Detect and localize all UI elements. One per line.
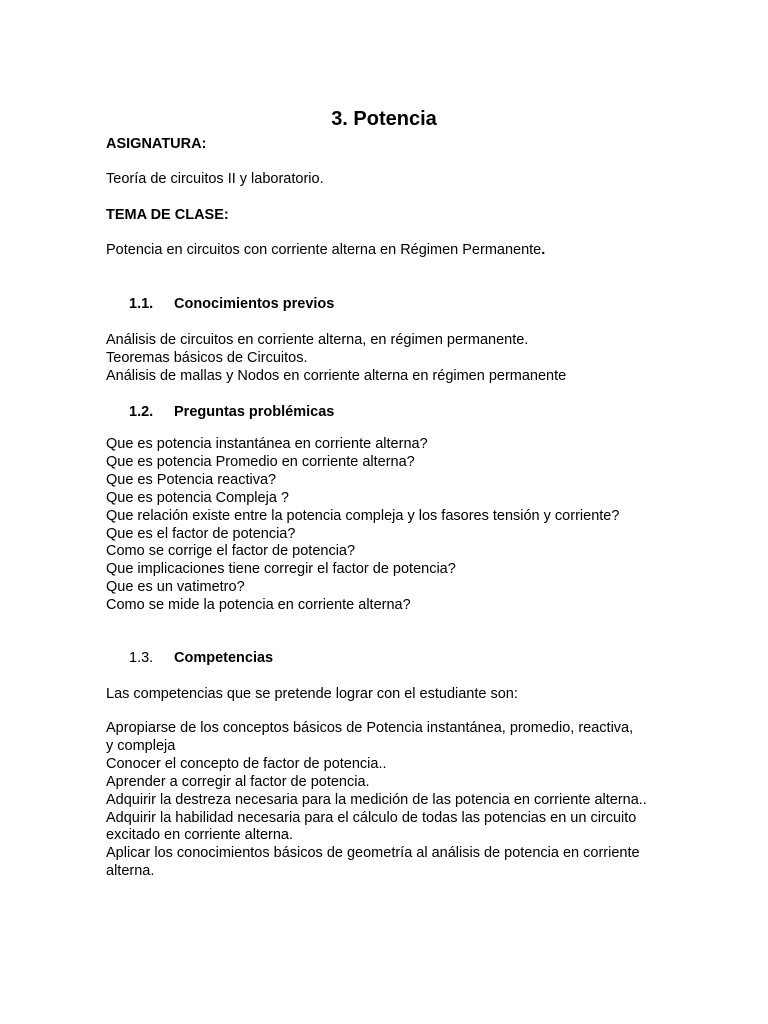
tema-period: . (541, 242, 546, 258)
list-item: y compleja (106, 737, 176, 754)
asignatura-value: Teoría de circuitos II y laboratorio. (106, 171, 324, 187)
section-intro: Las competencias que se pretende lograr con el estudiante son: (106, 686, 518, 702)
list-item: Que es potencia instantánea en corriente alterna? (106, 436, 428, 452)
asignatura-label: ASIGNATURA: (106, 136, 207, 152)
list-item: Que relación existe entre la potencia compleja y los fasores tensión y corriente? (106, 507, 620, 524)
section-number: 1.3. (129, 650, 154, 666)
list-item: Que es un vatimetro? (106, 579, 245, 596)
list-item: Teoremas básicos de Circuitos. (106, 349, 308, 366)
section-1-1-lines (106, 332, 566, 386)
list-item: alterna. (106, 863, 155, 880)
list-item: Conocer el concepto de factor de potencia.. (106, 755, 387, 772)
tema-text: Potencia en circuitos con corriente alterna en Régimen Permanente (106, 242, 542, 258)
section-number: 1.2. (129, 404, 154, 420)
list-item: Que implicaciones tiene corregir el factor de potencia? (106, 561, 456, 578)
list-item: Que es potencia Compleja ? (106, 489, 289, 506)
section-title: Preguntas problémicas (174, 404, 335, 420)
list-item: Apropiarse de los conceptos básicos de Potencia instantánea, promedio, reactiva, (106, 720, 634, 736)
list-item: Que es Potencia reactiva? (106, 471, 277, 488)
list-item: Que es el factor de potencia? (106, 525, 296, 542)
list-item: Análisis de circuitos en corriente alterna, en régimen permanente. (106, 332, 529, 348)
list-item: Aplicar los conocimientos básicos de geometría al análisis de potencia en corriente (106, 845, 640, 862)
list-item: Que es potencia Promedio en corriente alterna? (106, 453, 415, 470)
list-item: Adquirir la destreza necesaria para la medición de las potencia en corriente alterna.. (106, 791, 647, 808)
section-1-2-lines (106, 436, 619, 615)
section-title: Conocimientos previos (174, 296, 335, 312)
list-item: Análisis de mallas y Nodos en corriente alterna en régimen permanente (106, 367, 567, 384)
list-item: Aprender a corregir al factor de potencia. (106, 773, 370, 790)
list-item: Como se mide la potencia en corriente alterna? (106, 597, 411, 614)
section-1-3-lines (106, 720, 647, 881)
tema-value (106, 241, 545, 259)
tema-label: TEMA DE CLASE: (106, 207, 229, 223)
list-item: excitado en corriente alterna. (106, 827, 293, 844)
list-item: Como se corrige el factor de potencia? (106, 543, 356, 560)
section-title: Competencias (174, 650, 274, 666)
section-number: 1.1. (129, 296, 154, 312)
list-item: Adquirir la habilidad necesaria para el cálculo de todas las potencias en un circuito (106, 809, 637, 826)
page-title: 3. Potencia (331, 108, 437, 130)
